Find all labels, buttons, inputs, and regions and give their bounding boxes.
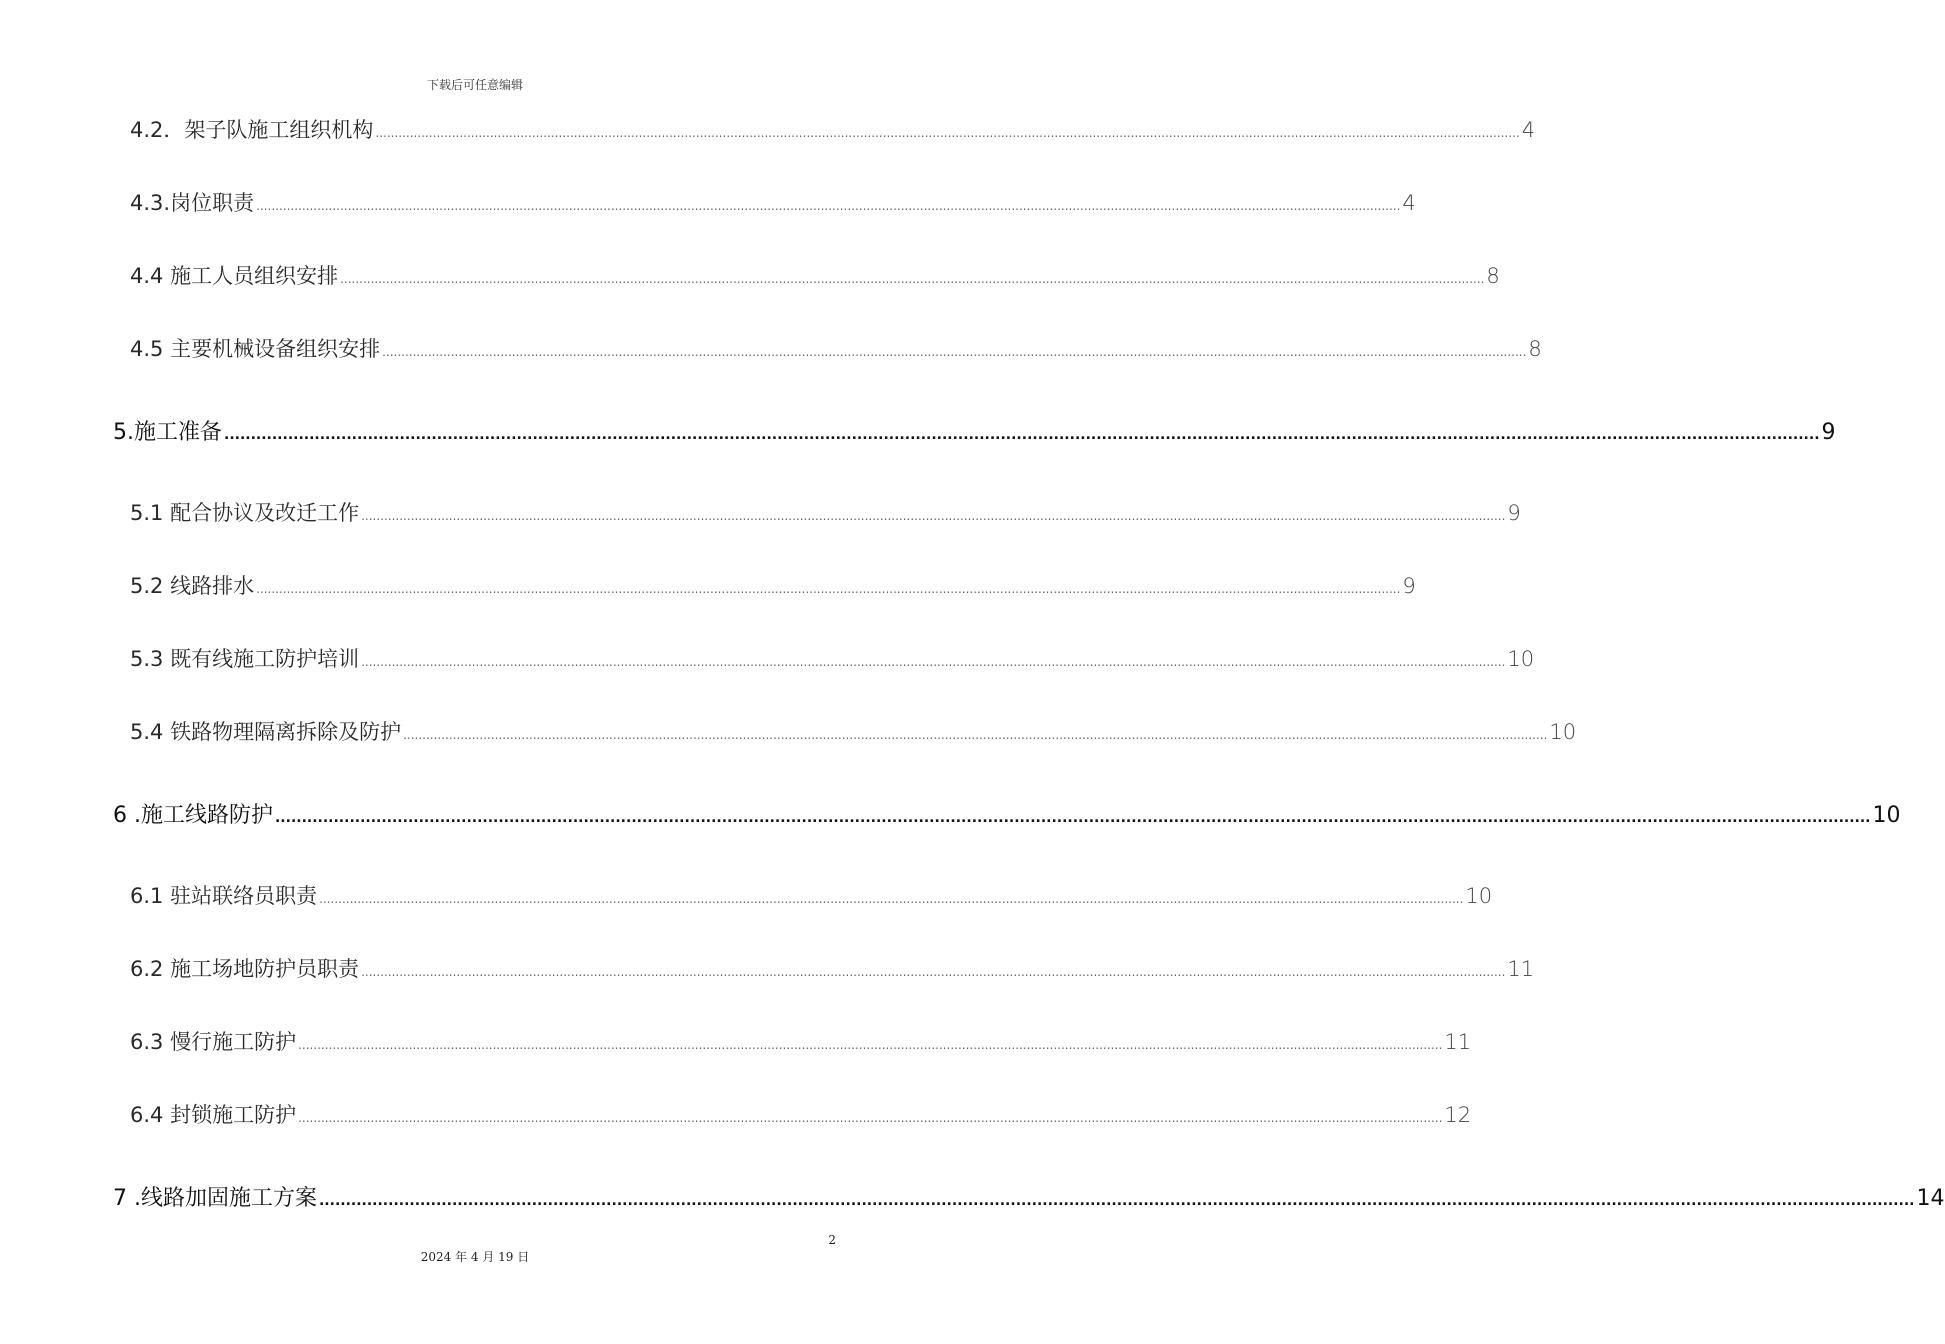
toc-entry[interactable] <box>130 260 1500 290</box>
toc-section-label: 7 .线路加固施工方案 <box>113 1186 317 1211</box>
toc-entry[interactable] <box>130 497 1521 527</box>
toc-entry-label: 5.4 铁路物理隔离拆除及防护 <box>130 720 402 744</box>
toc-leader-dots: ............................................................................................................................................................................................................................................................................................................ <box>256 582 1401 596</box>
toc-entry-page: 9 <box>1507 501 1521 525</box>
toc-entry[interactable] <box>130 570 1416 600</box>
toc-entry-page: 10 <box>1549 720 1577 744</box>
toc-entry[interactable] <box>130 716 1577 746</box>
toc-entry-page: 11 <box>1507 957 1535 981</box>
toc-leader-dots: ............................................................................................................................................................................................................................................................................................................ <box>361 655 1506 669</box>
toc-entry[interactable] <box>130 1099 1472 1129</box>
toc-section[interactable] <box>113 415 1836 446</box>
toc-entry-label: 5.1 配合协议及改迁工作 <box>130 501 360 525</box>
toc-entry-label: 6.3 慢行施工防护 <box>130 1030 297 1054</box>
footer-date: 2024 年 4 月 19 日 <box>420 1250 530 1264</box>
toc-entry-label: 6.4 封锁施工防护 <box>130 1103 297 1127</box>
toc-entry-label: 6.1 驻站联络员职责 <box>130 884 318 908</box>
toc-entry[interactable] <box>130 187 1416 217</box>
page-header: 下载后可任意编辑 <box>426 78 523 92</box>
toc-entry-label: 5.3 既有线施工防护培训 <box>130 647 360 671</box>
toc-entry[interactable] <box>130 333 1542 363</box>
toc-entry-label: 4.2．架子队施工组织机构 <box>130 118 374 142</box>
toc-section-page: 14 <box>1916 1186 1945 1211</box>
toc-section-page: 9 <box>1821 420 1836 445</box>
toc-entry[interactable] <box>130 1026 1472 1056</box>
toc-entry-label: 4.4 施工人员组织安排 <box>130 264 339 288</box>
toc-leader-dots: ............................................................................................................................................................................................................................................................................................................ <box>403 728 1548 742</box>
toc-leader-dots: ............................................................................................................................................................................................................................................................................................................ <box>256 199 1401 213</box>
toc-leader-dots: ............................................................................................................................................................................................................................................................................................................ <box>298 1111 1443 1125</box>
toc-entry-page: 4 <box>1402 191 1416 215</box>
toc-leader-dots: ............................................................................................................................................................................................................................................................................................................ <box>224 427 1820 443</box>
toc-entry-page: 10 <box>1507 647 1535 671</box>
toc-leader-dots: ............................................................................................................................................................................................................................................................................................................ <box>340 272 1485 286</box>
page-number: 2 <box>828 1233 836 1247</box>
toc-entry-label: 4.3.岗位职责 <box>130 191 255 215</box>
toc-entry-page: 11 <box>1444 1030 1472 1054</box>
toc-section-page: 10 <box>1872 803 1901 828</box>
toc-leader-dots: ............................................................................................................................................................................................................................................................................................................ <box>274 810 1871 826</box>
toc-section[interactable] <box>113 798 1901 829</box>
toc-entry-page: 8 <box>1528 337 1542 361</box>
toc-entry[interactable] <box>130 880 1493 910</box>
toc-section[interactable] <box>113 1181 1945 1212</box>
toc-entry-page: 12 <box>1444 1103 1472 1127</box>
toc-entry-page: 4 <box>1521 118 1536 142</box>
toc-leader-dots: ............................................................................................................................................................................................................................................................................................................ <box>361 509 1506 523</box>
toc-entry-page: 9 <box>1402 574 1416 598</box>
toc-entry-page: 10 <box>1465 884 1493 908</box>
toc-section-label: 6 .施工线路防护 <box>113 803 273 828</box>
toc-entry-label: 4.5 主要机械设备组织安排 <box>130 337 381 361</box>
toc-leader-dots: ............................................................................................................................................................................................................................................................................................................ <box>319 892 1464 906</box>
toc-entry[interactable] <box>130 953 1535 983</box>
toc-entry-label: 6.2 施工场地防护员职责 <box>130 957 360 981</box>
toc-section-label: 5.施工准备 <box>113 420 222 445</box>
toc-entry[interactable] <box>130 643 1535 673</box>
toc-entry-page: 8 <box>1486 264 1500 288</box>
toc-entry-label: 5.2 线路排水 <box>130 574 255 598</box>
toc-leader-dots: ............................................................................................................................................................................................................................................................................................................ <box>361 965 1506 979</box>
toc-entry[interactable] <box>130 114 1536 144</box>
toc-leader-dots: ............................................................................................................................................................................................................................................................................................................ <box>375 126 1520 140</box>
toc-leader-dots: ............................................................................................................................................................................................................................................................................................................ <box>298 1038 1443 1052</box>
toc-leader-dots: ............................................................................................................................................................................................................................................................................................................ <box>318 1193 1915 1209</box>
toc-leader-dots: ............................................................................................................................................................................................................................................................................................................ <box>382 345 1527 359</box>
